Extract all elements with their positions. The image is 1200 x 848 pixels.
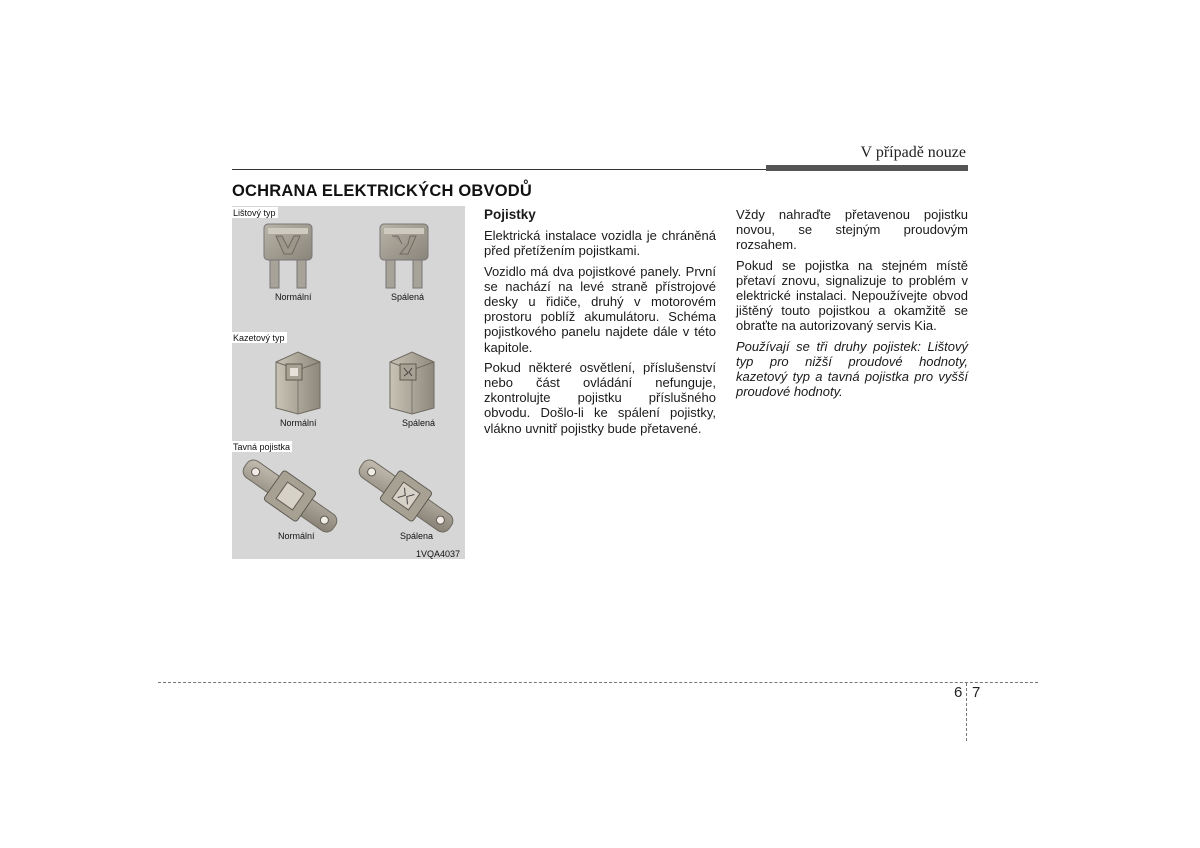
fuse-group-label-fusible-link: Tavná pojistka [233, 442, 291, 452]
fusible-link-normal-image [240, 458, 340, 534]
page-title: OCHRANA ELEKTRICKÝCH OBVODŮ [232, 182, 532, 200]
text-column-middle [484, 207, 716, 441]
fuse-caption-blown: Spálená [391, 292, 425, 302]
paragraph: Vozidlo má dva pojistkové panely. První se nachází na levé straně přístrojové desky u řidiče, druhý v motorovém prostoru poblíž akumulátoru. Schéma pojistkového panelu najdete dále v této kapitole. [484, 263, 716, 355]
fuse-caption-blown: Spálena [400, 531, 434, 541]
paragraph: Pokud některé osvětlení, příslušenství nebo část ovládání nefunguje, zkontrolujte pojistku příslušného obvodu. Došlo-li ke spálení pojistky, vlákno uvnitř pojistky bude přetavené. [484, 359, 716, 436]
fuse-group-label-blade: Lištový typ [233, 208, 276, 218]
fuse-caption-blown: Spálená [402, 418, 436, 428]
fuse-caption-normal: Normální [278, 531, 315, 541]
cartridge-fuse-normal-image [268, 346, 328, 416]
fusible-link-blown-image [356, 458, 456, 534]
page-number: 7 [972, 684, 981, 701]
blade-fuse-blown-image [378, 222, 430, 290]
fuse-group-label-cartridge: Kazetový typ [233, 333, 285, 343]
fuse-caption-normal: Normální [275, 292, 312, 302]
blade-fuse-normal-image [262, 222, 314, 290]
italic-note: Používají se tři druhy pojistek: Lištový typ pro nižší proudové hodnoty, kazetový typ a tavná pojistka pro vyšší proudové hodnoty. [736, 338, 968, 400]
paragraph: Elektrická instalace vozidla je chráněná před přetížením pojistkami. [484, 228, 716, 259]
subheading-fuses: Pojistky [484, 207, 536, 222]
fuse-types-figure [232, 206, 465, 559]
chapter-number: 6 [954, 684, 963, 701]
text-column-right [736, 207, 968, 404]
paragraph: Pokud se pojistka na stejném místě přetaví znovu, signalizuje to problém v elektrické instalaci. Nepoužívejte obvod jištěný touto pojistkou a okamžitě se obraťte na autorizovaný servis Kia. [736, 257, 968, 334]
fuse-caption-normal: Normální [280, 418, 317, 428]
section-header: V případě nouze [860, 144, 966, 161]
footer-divider [158, 682, 1038, 683]
cartridge-fuse-blown-image [382, 346, 442, 416]
header-accent-bar [766, 165, 968, 171]
footer-vertical-divider [966, 683, 967, 741]
figure-code: 1VQA4037 [416, 549, 461, 559]
paragraph: Vždy nahraďte přetavenou pojistku novou, se stejným proudovým rozsahem. [736, 207, 968, 253]
